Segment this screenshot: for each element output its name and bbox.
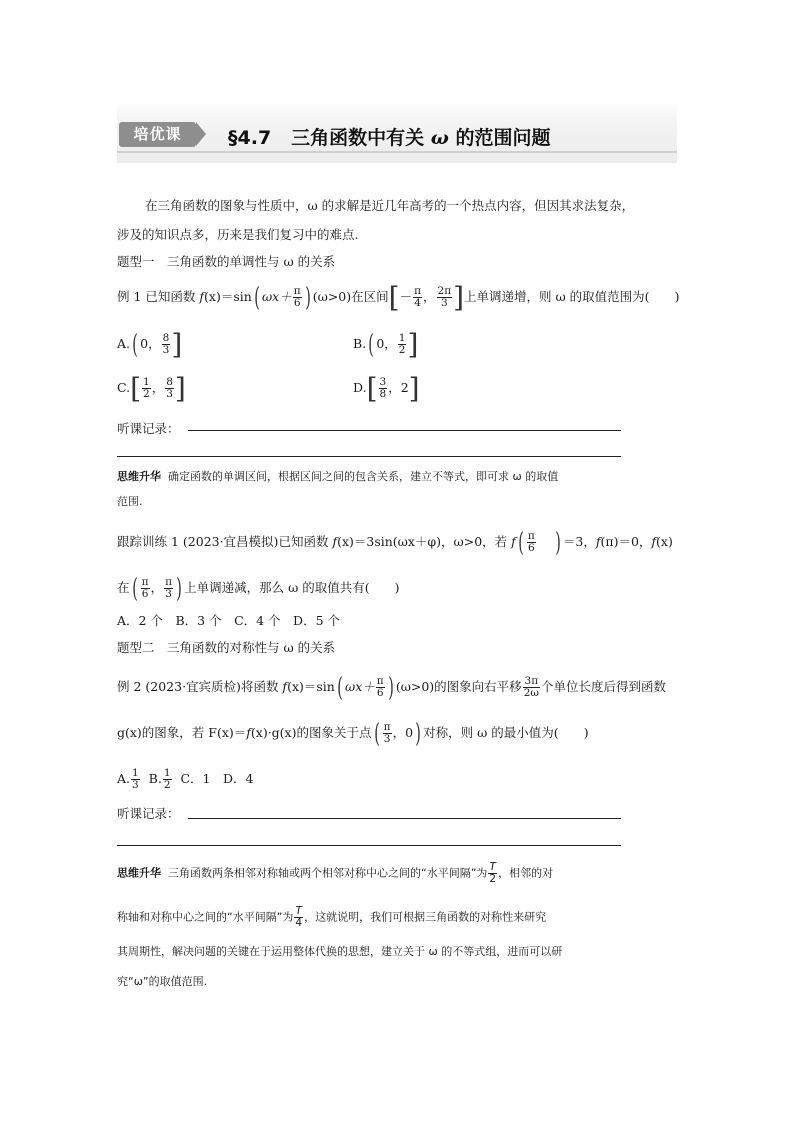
insight-1-line-1: 思维升华 确定函数的单调区间，根据区间之间的包含关系，建立不等式，即可求 ω 的取值 bbox=[117, 470, 559, 483]
listen-label-1: 听课记录： bbox=[117, 421, 180, 436]
header-underline bbox=[117, 151, 677, 153]
practice-1-line-1: 跟踪训练 1 (2023·宜昌模拟)已知函数 f(x)＝3sin(ωx＋φ)，ω>0，若 f( $\frac{\pi}{6}$ ) ＝3，f(π)＝0，f(x) bbox=[117, 527, 673, 558]
note-line bbox=[188, 818, 621, 819]
option-a: A.( 0， $\frac{8}{3}$ ] bbox=[117, 327, 183, 361]
insight-2-line-1: 思维升华 三角函数两条相邻对称轴或两个相邻对称中心之间的“水平间隔”为 $\frac{T}{2}$ ，相邻的对 bbox=[117, 861, 554, 885]
example-2-options: A. $\frac{1}{3}$ B. $\frac{1}{2}$ C．1 D．4 bbox=[117, 767, 254, 791]
option-b: B.( 0， $\frac{1}{2}$ ] bbox=[353, 327, 419, 361]
title-post: 的范围问题 bbox=[448, 127, 551, 149]
page-title bbox=[228, 123, 551, 150]
note-line bbox=[117, 845, 621, 846]
title-pre: 三角函数中有关 bbox=[291, 127, 431, 149]
option-d: D.[ $\frac{3}{8}$ ，2] bbox=[353, 371, 420, 405]
type1-heading: 题型一 三角函数的单调性与 ω 的关系 bbox=[117, 254, 336, 269]
type2-heading: 题型二 三角函数的对称性与 ω 的关系 bbox=[117, 640, 336, 655]
listen-label-2: 听课记录： bbox=[117, 806, 180, 821]
insight-2-line-3: 其周期性，解决问题的关键在于运用整体代换的思想，建立关于 ω 的不等式组，进而可以研 bbox=[117, 945, 563, 958]
section-number: §4.7 bbox=[228, 127, 272, 149]
option-c: C.[ $\frac{1}{2}$ ， $\frac{8}{3}$ ] bbox=[117, 371, 186, 405]
insight-2-line-2: 称轴和对称中心之间的“水平间隔”为 $\frac{T}{4}$ ，这就说明，我们可根据三角函数的对称性来研究 bbox=[117, 905, 547, 929]
example-2-line-1: 例 2 (2023·宜宾质检)将函数 f(x)＝sin( ωx＋ $\frac{\pi}{6}$ ) (ω>0)的图象向右平移 $\frac{3\pi}{2\omega}$ 个单位长度后得到函数 bbox=[117, 672, 666, 703]
note-line bbox=[117, 456, 621, 457]
practice-1-line-2: 在( $\frac{\pi}{6}$ ， $\frac{\pi}{3}$ ) 上单调递减，那么 ω 的取值共有( ) bbox=[117, 573, 400, 604]
course-badge: 培优课 bbox=[119, 122, 196, 147]
insight-2-line-4: 究“ω”的取值范围. bbox=[117, 975, 208, 988]
intro-line-2: 涉及的知识点多，历来是我们复习中的难点. bbox=[117, 227, 359, 242]
practice-1-options: A．2 个 B．3 个 C．4 个 D．5 个 bbox=[117, 613, 341, 628]
insight-1-line-2: 范围. bbox=[117, 495, 143, 508]
example-1: 例 1 已知函数 f(x)＝sin( ωx＋ $\frac{\pi}{6}$ ) (ω>0)在区间[－ $\frac{\pi}{4}$ ， $\frac{2\pi}{3}$ ]上单调递增，则 ω 的取值范围为( ) bbox=[117, 280, 680, 314]
title-omega: ω bbox=[430, 127, 449, 149]
example-2-line-2: g(x)的图象，若 F(x)＝f(x)·g(x)的图象关于点( $\frac{\pi}{3}$ ，0) 对称，则 ω 的最小值为( ) bbox=[117, 718, 589, 749]
intro-line-1: 在三角函数的图象与性质中，ω 的求解是近几年高考的一个热点内容，但因其求法复杂， bbox=[145, 198, 635, 213]
note-line bbox=[188, 430, 621, 431]
